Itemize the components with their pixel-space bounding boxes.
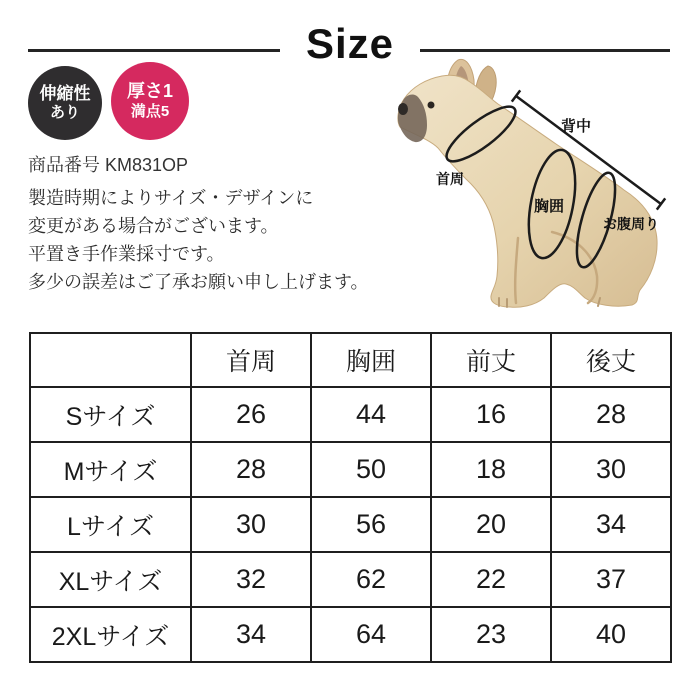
- header-cell-neck: 首周: [191, 333, 311, 387]
- table-row-xl: [30, 552, 671, 607]
- header-cell-front-length: 前丈: [431, 333, 551, 387]
- size-table-container: [29, 332, 672, 663]
- note-line-3: 平置き手作業採寸です。: [28, 244, 225, 264]
- table-row-s: [30, 387, 671, 442]
- cell-s-front: 16: [431, 387, 551, 442]
- thickness-badge: [111, 62, 189, 140]
- header-cell-chest: 胸囲: [311, 333, 431, 387]
- size-table-header-row: [30, 333, 671, 387]
- table-row-2xl: [30, 607, 671, 662]
- cell-l-neck: 30: [191, 497, 311, 552]
- cell-2xl-neck: 34: [191, 607, 311, 662]
- belly-label: お腹周り: [603, 216, 659, 232]
- stretch-badge-line1: 伸縮性: [39, 84, 91, 103]
- table-row-l: [30, 497, 671, 552]
- row-label-s: Sサイズ: [30, 387, 191, 442]
- stretch-badge: [28, 66, 102, 140]
- row-label-2xl: 2XLサイズ: [30, 607, 191, 662]
- cell-2xl-back: 40: [551, 607, 671, 662]
- product-notes: [28, 184, 369, 296]
- note-line-2: 変更がある場合がございます。: [28, 216, 279, 236]
- cell-s-chest: 44: [311, 387, 431, 442]
- cell-xl-front: 22: [431, 552, 551, 607]
- stretch-badge-line2: あり: [49, 104, 80, 122]
- page-title: Size: [305, 20, 395, 67]
- dog-eye: [428, 102, 435, 109]
- dog-nose: [398, 103, 408, 115]
- row-label-l: Lサイズ: [30, 497, 191, 552]
- cell-xl-neck: 32: [191, 552, 311, 607]
- cell-l-front: 20: [431, 497, 551, 552]
- thickness-badge-line2: 満点5: [130, 102, 170, 120]
- cell-m-neck: 28: [191, 442, 311, 497]
- header-cell-back-length: 後丈: [551, 333, 671, 387]
- cell-s-neck: 26: [191, 387, 311, 442]
- product-code: 商品番号 KM831OP: [28, 155, 189, 175]
- header-cell-empty: [30, 333, 191, 387]
- back-label: 背中: [561, 118, 592, 135]
- cell-l-chest: 56: [311, 497, 431, 552]
- cell-s-back: 28: [551, 387, 671, 442]
- note-line-4: 多少の誤差はご了承お願い申し上げます。: [28, 272, 369, 292]
- dog-measurement-diagram: [388, 55, 700, 317]
- table-row-m: [30, 442, 671, 497]
- cell-m-front: 18: [431, 442, 551, 497]
- cell-m-chest: 50: [311, 442, 431, 497]
- cell-2xl-front: 23: [431, 607, 551, 662]
- note-line-1: 製造時期によりサイズ・デザインに: [28, 188, 314, 208]
- cell-2xl-chest: 64: [311, 607, 431, 662]
- cell-xl-back: 37: [551, 552, 671, 607]
- cell-xl-chest: 62: [311, 552, 431, 607]
- neck-label: 首周: [436, 171, 464, 187]
- size-table: [29, 332, 672, 663]
- cell-l-back: 34: [551, 497, 671, 552]
- dog-body: [398, 75, 657, 307]
- chest-label: 胸囲: [534, 198, 565, 215]
- row-label-xl: XLサイズ: [30, 552, 191, 607]
- row-label-m: Mサイズ: [30, 442, 191, 497]
- thickness-badge-line1: 厚さ1: [126, 81, 173, 102]
- title-rule-right: [420, 49, 670, 52]
- cell-m-back: 30: [551, 442, 671, 497]
